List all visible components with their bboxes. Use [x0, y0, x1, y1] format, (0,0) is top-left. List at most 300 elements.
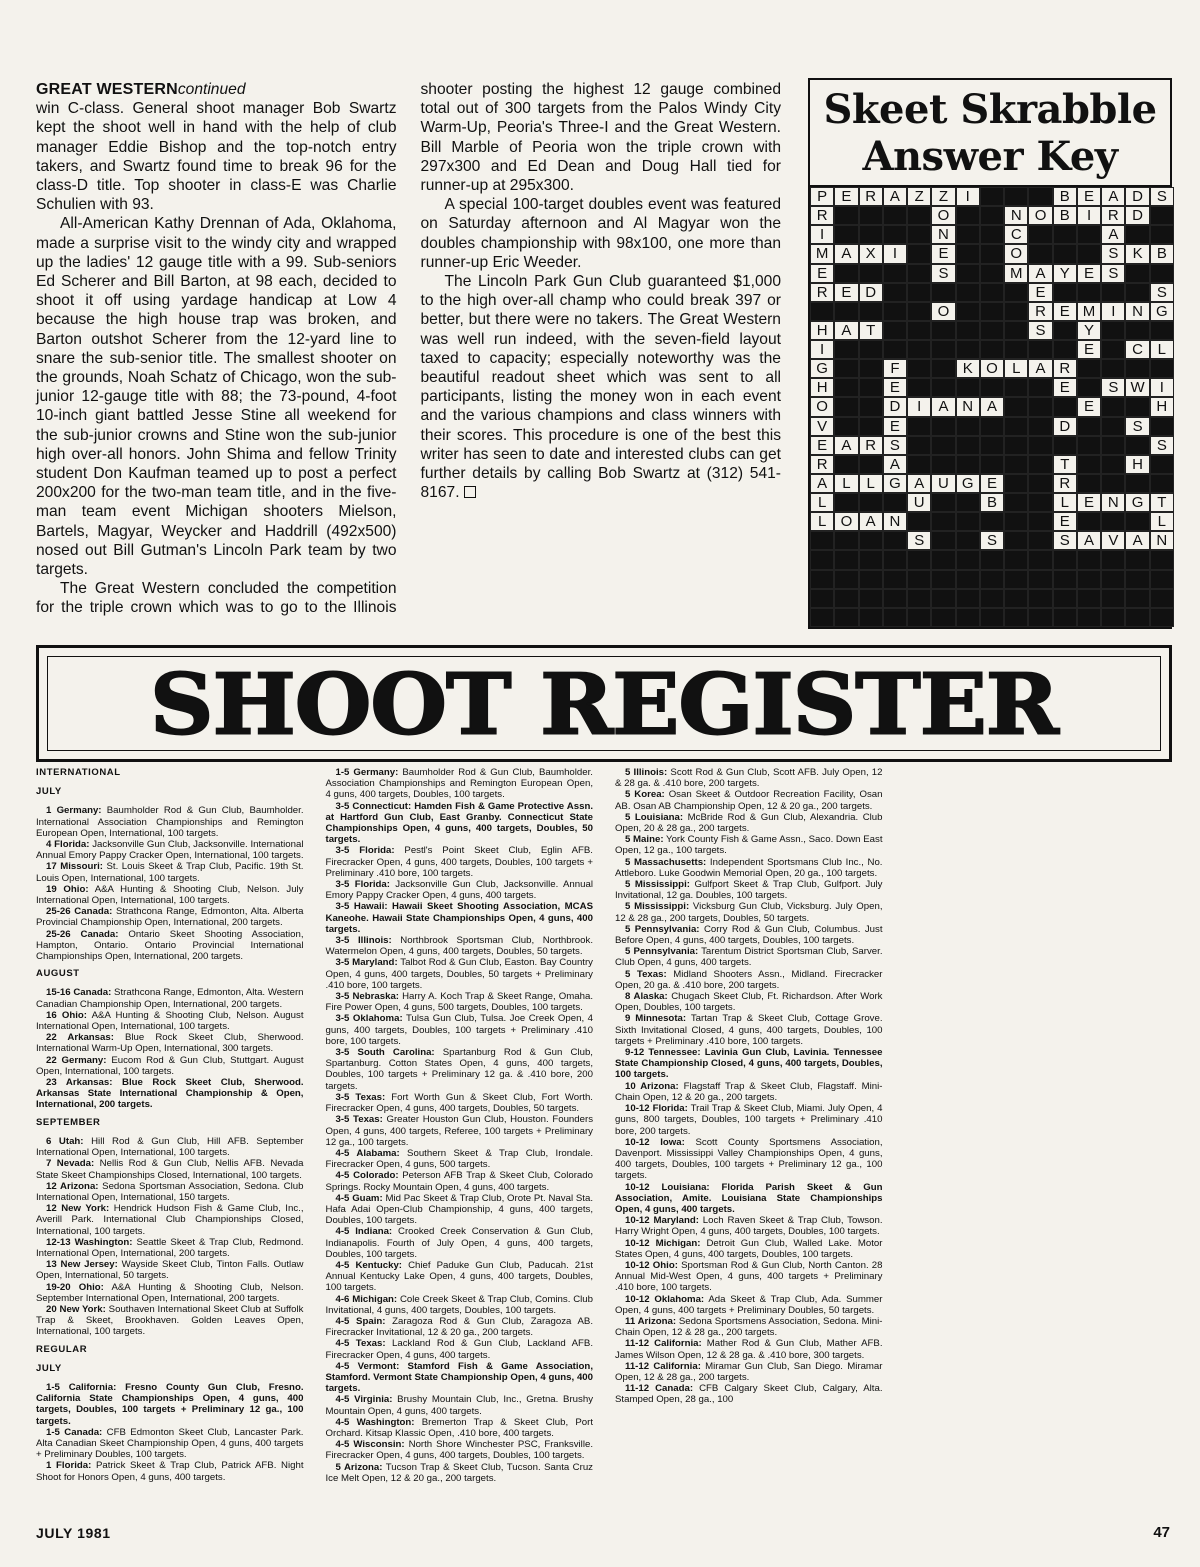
event-details: Strathcona Range, Edmonton, Alta. Alberta Provincial Championship Open, International, 200 targets.: [36, 906, 304, 929]
grid-black-square: [980, 244, 1004, 263]
event-date-location: 11 Arizona:: [625, 1315, 677, 1327]
grid-letter: E: [1077, 187, 1101, 206]
grid-black-square: [1004, 512, 1028, 531]
grid-letter: A: [859, 512, 883, 531]
event-date-location: 4-6 Michigan:: [335, 1293, 398, 1305]
grid-letter: V: [810, 417, 834, 436]
grid-letter: R: [810, 283, 834, 302]
event-details: Sedona Sportsmens Association, Sedona. Mini-Chain Open, 12 & 28 ga., 200 targets.: [615, 1315, 883, 1339]
grid-letter: E: [834, 283, 858, 302]
grid-black-square: [883, 340, 907, 359]
event-date-location: 5 Massachusetts:: [625, 856, 707, 868]
event-date-location: 4-5 Wisconsin:: [335, 1439, 405, 1451]
grid-black-square: [1028, 187, 1052, 206]
grid-black-square: [883, 608, 907, 627]
grid-letter: S: [1101, 264, 1125, 283]
grid-letter: A: [834, 436, 858, 455]
grid-letter: B: [980, 493, 1004, 512]
register-event: [615, 1081, 883, 1103]
event-date-location: 10-12 Maryland:: [625, 1215, 699, 1227]
grid-black-square: [1053, 589, 1077, 608]
event-details: Southaven International Skeet Club at Suffolk Trap & Skeet, Brookhaven. Golden Leaves Open, International, 100 targets.: [36, 1303, 304, 1338]
grid-letter: S: [883, 436, 907, 455]
grid-black-square: [956, 283, 980, 302]
register-event: [36, 1077, 304, 1111]
event-date-location: 5 Mississippi:: [625, 901, 690, 913]
register-event: [615, 1260, 883, 1294]
grid-letter: S: [1101, 244, 1125, 263]
grid-black-square: [1101, 397, 1125, 416]
grid-black-square: [907, 225, 931, 244]
grid-letter: T: [1053, 455, 1077, 474]
event-details: McBride Rod & Gun Club, Alexandria. Club Open, 20 & 28 ga., 200 targets.: [615, 811, 883, 835]
register-event: [615, 1361, 883, 1383]
grid-black-square: [1101, 608, 1125, 627]
register-event: [615, 1137, 883, 1182]
article-paragraph: All-American Kathy Drennan of Ada, Oklahoma, made a surprise visit to the windy city and wrapped up the ladies' 12 gauge title with a 99. Sub-seniors Ed Scherer and Bill Barton, at 98 each, decided to shoot it off using yardage handicap at Low 4 because the high house trap was broken, and Barton outshot Scherer from the 12-yard line to snare the sub-senior title. The smallest shooter on the grounds, Noah Schatz of Chicago, won the sub-junior 12-gauge title with 88; the 73-pound, 4-foot 10-inch giant battled Jesse Stine all weekend for the sub-junior crowns and Stine won the sub-junior high over-all honors. John Shima and fellow Trinity student Don Kaufman teamed up to post a perfect 200x200 for the two-man team title, and in the five-man team event Michigan shooters Mielson, Bartels, Magyar, Weycker and Haddrill (492x500) nosed out Bill Gutman's Lincoln Park team by two targets.: [36, 215, 397, 579]
event-details: Zaragoza Rod & Gun Club, Zaragoza AB. Firecracker Invitational, 12 & 20 ga., 200 targets.: [325, 1315, 593, 1339]
register-event: [36, 1259, 304, 1281]
register-event: [615, 834, 883, 856]
grid-black-square: [1004, 531, 1028, 550]
grid-black-square: [1077, 589, 1101, 608]
event-details: Northbrook Sportsman Club, Northbrook. Watermelon Open, 4 guns, 400 targets, Doubles, 50 targets.: [325, 935, 593, 958]
grid-black-square: [1125, 550, 1149, 569]
grid-black-square: [1150, 474, 1174, 493]
event-details: CFB Calgary Skeet Club, Calgary, Alta. Stamped Open, 28 ga., 100: [615, 1383, 883, 1406]
grid-black-square: [1004, 340, 1028, 359]
event-date-location: 5 Pennsylvania:: [625, 923, 700, 935]
register-month-heading: JULY: [36, 786, 62, 798]
grid-letter: L: [810, 512, 834, 531]
register-event: [36, 1158, 304, 1180]
event-date-location: 3-5 Hawaii:: [335, 901, 388, 913]
event-details: Loch Raven Skeet & Trap Club, Towson. Harry Wright Open, 4 guns, 400 targets, Doubles, 100 targets.: [615, 1215, 883, 1238]
grid-black-square: [1004, 493, 1028, 512]
grid-black-square: [1077, 455, 1101, 474]
event-date-location: 17 Missouri:: [46, 861, 103, 873]
grid-black-square: [956, 302, 980, 321]
grid-letter: H: [810, 321, 834, 340]
grid-letter: T: [859, 321, 883, 340]
grid-letter: H: [1125, 455, 1149, 474]
grid-black-square: [931, 340, 955, 359]
register-event: [36, 1237, 304, 1259]
register-event: [326, 1394, 594, 1416]
event-date-location: 25-26 Canada:: [46, 906, 113, 918]
grid-black-square: [980, 608, 1004, 627]
grid-black-square: [907, 608, 931, 627]
register-event: [326, 767, 594, 801]
grid-black-square: [1004, 608, 1028, 627]
grid-black-square: [834, 264, 858, 283]
register-event: [615, 1383, 883, 1405]
event-details: Ada Skeet & Trap Club, Ada. Summer Open, 4 guns, 400 targets + Preliminary Doubles, 50 targets.: [615, 1293, 883, 1316]
grid-letter: N: [956, 397, 980, 416]
grid-black-square: [907, 244, 931, 263]
grid-letter: N: [1125, 302, 1149, 321]
event-date-location: 10 Arizona:: [625, 1080, 679, 1092]
grid-black-square: [980, 283, 1004, 302]
register-event: [36, 1460, 304, 1482]
event-details: Florida Parish Skeet & Gun Association, Amite. Louisiana State Championships Open, 4 guns, 400 targets.: [615, 1181, 883, 1215]
grid-black-square: [956, 493, 980, 512]
event-details: CFB Edmonton Skeet Club, Lancaster Park. Alta Canadian Skeet Championship Open, 4 guns, 400 targets + Preliminary Doubles, 100 targets.: [36, 1426, 304, 1461]
grid-letter: I: [810, 340, 834, 359]
grid-black-square: [1125, 359, 1149, 378]
event-details: Trail Trap & Skeet Club, Miami. July Open, 4 guns, 800 targets, Doubles, 100 targets + Preliminary .410 bore, 200 targets.: [615, 1103, 883, 1137]
grid-black-square: [834, 340, 858, 359]
grid-black-square: [859, 550, 883, 569]
event-date-location: 12 New York:: [46, 1203, 110, 1215]
grid-black-square: [980, 321, 1004, 340]
grid-letter: R: [810, 455, 834, 474]
article-heading: GREAT WESTERN: [36, 81, 178, 98]
grid-black-square: [1053, 550, 1077, 569]
event-details: Scott Rod & Gun Club, Scott AFB. July Open, 12 & 28 ga. & .410 bore, 200 targets.: [615, 767, 883, 790]
grid-letter: L: [1004, 359, 1028, 378]
grid-black-square: [1150, 225, 1174, 244]
grid-letter: E: [1053, 512, 1077, 531]
register-event: [615, 879, 883, 901]
grid-black-square: [907, 340, 931, 359]
grid-letter: O: [1004, 244, 1028, 263]
event-details: St. Louis Skeet & Trap Club, Pacific. 19th St. Louis Open, International, 100 targets.: [36, 861, 304, 884]
grid-letter: R: [810, 206, 834, 225]
register-event: [326, 1170, 594, 1192]
register-event: [326, 1316, 594, 1338]
grid-black-square: [956, 378, 980, 397]
grid-black-square: [1077, 417, 1101, 436]
grid-black-square: [1101, 550, 1125, 569]
event-details: Brushy Mountain Club, Inc., Gretna. Brushy Mountain Open, 4 guns, 400 targets.: [325, 1394, 594, 1417]
grid-letter: S: [1053, 531, 1077, 550]
event-date-location: 8 Alaska:: [625, 991, 668, 1003]
issue-date: JULY 1981: [36, 1525, 111, 1541]
register-month-heading: JULY: [36, 1362, 62, 1374]
register-event: [326, 1260, 594, 1294]
grid-black-square: [1101, 512, 1125, 531]
grid-letter: N: [1004, 206, 1028, 225]
register-event: [326, 1047, 594, 1092]
grid-black-square: [1077, 359, 1101, 378]
grid-letter: E: [1077, 340, 1101, 359]
grid-letter: B: [1053, 206, 1077, 225]
grid-black-square: [1053, 397, 1077, 416]
grid-black-square: [1028, 570, 1052, 589]
grid-black-square: [907, 589, 931, 608]
event-details: Jacksonville Gun Club, Jacksonville. Annual Emory Pappy Cracker Open, 4 guns, 400 targets.: [325, 879, 593, 902]
grid-letter: S: [931, 264, 955, 283]
event-details: Mather Rod & Gun Club, Mather AFB. James Wilson Open, 12 & 28 ga. & .410 bore, 300 targets.: [615, 1338, 883, 1361]
event-date-location: 11-12 California:: [625, 1338, 702, 1350]
event-details: Hendrick Hudson Fish & Game Club, Inc., Averill Park. International Club Championships Closed, International, 100 targets.: [36, 1203, 304, 1237]
grid-black-square: [907, 264, 931, 283]
event-date-location: 12 Arizona:: [46, 1180, 99, 1192]
grid-black-square: [859, 264, 883, 283]
grid-black-square: [931, 283, 955, 302]
grid-letter: X: [859, 244, 883, 263]
shoot-register-title: SHOOT REGISTER: [150, 654, 1058, 754]
grid-black-square: [1125, 570, 1149, 589]
event-date-location: 19-20 Ohio:: [46, 1281, 104, 1293]
grid-black-square: [1125, 436, 1149, 455]
grid-black-square: [1028, 531, 1052, 550]
grid-letter: S: [980, 531, 1004, 550]
register-event: [326, 1193, 594, 1227]
grid-black-square: [980, 455, 1004, 474]
register-event: [615, 924, 883, 946]
grid-letter: O: [834, 512, 858, 531]
grid-black-square: [1125, 474, 1149, 493]
grid-letter: N: [883, 512, 907, 531]
grid-letter: R: [1053, 359, 1077, 378]
event-date-location: 4-5 Indiana:: [335, 1226, 393, 1238]
event-date-location: 10-12 Oklahoma:: [625, 1293, 705, 1305]
grid-letter: D: [1053, 417, 1077, 436]
grid-letter: A: [810, 474, 834, 493]
event-details: Cole Creek Skeet & Trap Club, Comins. Club Invitational, 4 guns, 400 targets, Doubles, 100 targets.: [325, 1293, 593, 1316]
grid-black-square: [1028, 550, 1052, 569]
grid-black-square: [834, 302, 858, 321]
event-details: Crooked Creek Conservation & Gun Club, Indianapolis. Fourth of July Open, 4 guns, 400 targets, Doubles, 100 targets.: [325, 1226, 593, 1260]
grid-black-square: [931, 608, 955, 627]
event-date-location: 3-5 Maryland:: [335, 957, 398, 969]
grid-black-square: [883, 302, 907, 321]
grid-black-square: [980, 340, 1004, 359]
event-details: Lavinia Gun Club, Lavinia. Tennessee State Championship Closed, 4 guns, 400 targets, Doubles, 100 targets.: [615, 1047, 883, 1081]
event-details: Peterson AFB Trap & Skeet Club, Colorado Springs. Rocky Mountain Open, 4 guns, 400 targets.: [325, 1170, 593, 1193]
register-event: [36, 929, 304, 963]
grid-black-square: [1053, 244, 1077, 263]
grid-black-square: [1004, 417, 1028, 436]
register-event: [36, 1382, 304, 1427]
grid-letter: I: [810, 225, 834, 244]
grid-black-square: [1053, 570, 1077, 589]
grid-black-square: [931, 570, 955, 589]
event-details: Midland Shooters Assn., Midland. Firecracker Open, 20 ga. & .410 bore, 200 targets.: [615, 968, 883, 991]
register-event: [326, 1148, 594, 1170]
grid-black-square: [810, 302, 834, 321]
grid-letter: O: [1028, 206, 1052, 225]
event-date-location: 9-12 Tennessee:: [625, 1047, 701, 1059]
grid-black-square: [1125, 264, 1149, 283]
grid-black-square: [907, 570, 931, 589]
grid-black-square: [956, 225, 980, 244]
grid-black-square: [980, 264, 1004, 283]
register-section-heading: SEPTEMBER: [36, 1116, 101, 1128]
event-date-location: 16 Ohio:: [46, 1009, 87, 1021]
grid-letter: O: [931, 302, 955, 321]
grid-black-square: [883, 570, 907, 589]
register-event: [326, 901, 594, 935]
register-event: [615, 1013, 883, 1047]
grid-black-square: [1077, 550, 1101, 569]
grid-black-square: [1150, 608, 1174, 627]
grid-black-square: [980, 417, 1004, 436]
grid-letter: A: [883, 187, 907, 206]
register-event: [36, 1203, 304, 1237]
grid-black-square: [956, 340, 980, 359]
grid-black-square: [883, 283, 907, 302]
grid-letter: G: [810, 359, 834, 378]
event-date-location: 5 Louisiana:: [625, 811, 684, 823]
grid-black-square: [1150, 417, 1174, 436]
event-date-location: 1-5 Canada:: [46, 1426, 103, 1438]
grid-black-square: [1004, 570, 1028, 589]
grid-black-square: [883, 589, 907, 608]
grid-black-square: [883, 493, 907, 512]
grid-letter: T: [1150, 493, 1174, 512]
grid-black-square: [1028, 512, 1052, 531]
event-date-location: 9 Minnesota:: [625, 1013, 687, 1025]
event-date-location: 25-26 Canada:: [46, 928, 119, 940]
grid-letter: K: [1125, 244, 1149, 263]
grid-black-square: [931, 378, 955, 397]
register-event: [615, 1294, 883, 1316]
grid-black-square: [1150, 570, 1174, 589]
grid-black-square: [956, 589, 980, 608]
event-details: Wayside Skeet Club, Tinton Falls. Outlaw Open, International, 50 targets.: [36, 1259, 304, 1282]
grid-black-square: [834, 397, 858, 416]
grid-black-square: [859, 570, 883, 589]
grid-letter: L: [834, 474, 858, 493]
grid-letter: Y: [1077, 321, 1101, 340]
register-event: [36, 1055, 304, 1077]
grid-black-square: [1077, 474, 1101, 493]
event-details: Nellis Rod & Gun Club, Nellis AFB. Nevada State Skeet Championships Closed, International, 100 targets.: [36, 1158, 304, 1181]
grid-black-square: [956, 264, 980, 283]
event-details: Seattle Skeet & Trap Club, Redmond. International Open, International, 200 targets.: [36, 1236, 304, 1259]
event-date-location: 11-12 California:: [625, 1360, 701, 1372]
grid-letter: C: [1125, 340, 1149, 359]
grid-letter: R: [1028, 302, 1052, 321]
grid-black-square: [859, 493, 883, 512]
event-details: Ontario Skeet Shooting Association, Hampton, Ontario. Ontario Provincial International Championships Open, International, 200 targets.: [36, 928, 304, 963]
skrabble-title-line1: Skeet Skrabble: [823, 86, 1157, 133]
grid-black-square: [1004, 321, 1028, 340]
grid-black-square: [1004, 283, 1028, 302]
event-details: Fresno County Gun Club, Fresno. California State Championships Open, 4 guns, 400 targets, Doubles, 100 targets + Preliminary 12 ga., 100 targets.: [36, 1381, 304, 1427]
grid-letter: B: [1150, 244, 1174, 263]
grid-black-square: [931, 321, 955, 340]
grid-black-square: [1053, 225, 1077, 244]
event-date-location: 3-5 Florida:: [335, 879, 390, 891]
event-date-location: 10-12 Iowa:: [625, 1136, 685, 1148]
event-date-location: 3-5 Florida:: [335, 845, 395, 857]
event-date-location: 3-5 Oklahoma:: [335, 1013, 403, 1025]
grid-black-square: [1077, 244, 1101, 263]
event-date-location: 5 Illinois:: [625, 767, 668, 778]
grid-black-square: [883, 531, 907, 550]
grid-black-square: [1101, 455, 1125, 474]
grid-letter: E: [810, 436, 834, 455]
event-date-location: 4 Florida:: [46, 839, 90, 851]
event-details: Sedona Sportsman Association, Sedona. Club International Open, International, 150 targets.: [36, 1180, 304, 1203]
grid-black-square: [980, 225, 1004, 244]
grid-black-square: [1004, 455, 1028, 474]
grid-black-square: [883, 264, 907, 283]
grid-letter: O: [931, 206, 955, 225]
grid-black-square: [931, 589, 955, 608]
grid-letter: D: [1125, 187, 1149, 206]
event-details: York County Fish & Game Assn., Saco. Down East Open, 12 ga., 100 targets.: [615, 834, 883, 857]
grid-black-square: [980, 302, 1004, 321]
register-event: [615, 1182, 883, 1216]
page-number: 47: [1153, 1524, 1170, 1541]
event-date-location: 19 Ohio:: [46, 883, 89, 895]
grid-black-square: [859, 359, 883, 378]
grid-black-square: [1053, 436, 1077, 455]
event-details: Tulsa Gun Club, Tulsa. Joe Creek Open, 4 guns, 400 targets, Doubles, 100 targets + Preliminary .410 bore, 100 targets.: [325, 1013, 593, 1047]
event-details: Spartanburg Rod & Gun Club, Spartanburg. Cotton States Open, 4 guns, 400 targets, Doubles, 100 targets + Preliminary 12 ga. & .410 bore, 200 targets.: [325, 1047, 593, 1092]
grid-black-square: [980, 570, 1004, 589]
grid-black-square: [956, 244, 980, 263]
register-event: [326, 1294, 594, 1316]
grid-black-square: [1101, 436, 1125, 455]
shoot-register-listings: [36, 767, 1172, 1492]
event-details: Chief Paduke Gun Club, Paducah. 21st Annual Kentucky Lake Open, 4 guns, 400 targets, Doubles, 100 targets.: [325, 1259, 594, 1294]
grid-letter: N: [931, 225, 955, 244]
grid-black-square: [883, 321, 907, 340]
grid-letter: A: [1077, 531, 1101, 550]
event-date-location: 23 Arkansas:: [46, 1077, 113, 1089]
grid-letter: E: [1053, 302, 1077, 321]
grid-black-square: [834, 608, 858, 627]
grid-black-square: [980, 206, 1004, 225]
grid-black-square: [1125, 397, 1149, 416]
grid-letter: E: [1053, 378, 1077, 397]
grid-black-square: [1125, 608, 1149, 627]
event-details: Eucom Rod & Gun Club, Stuttgart. August Open, International, 100 targets.: [36, 1054, 304, 1077]
grid-black-square: [1101, 340, 1125, 359]
grid-letter: R: [1053, 474, 1077, 493]
event-date-location: 5 Texas:: [625, 968, 667, 980]
event-details: Baumholder Rod & Gun Club, Baumholder. International Association Championships and Remington European Open, International, 100 targets.: [36, 805, 304, 839]
grid-letter: K: [956, 359, 980, 378]
register-event: [615, 767, 883, 789]
grid-black-square: [1125, 225, 1149, 244]
grid-letter: I: [1077, 206, 1101, 225]
event-details: Lackland Rod & Gun Club, Lackland AFB. Firecracker Open, 4 guns, 400 targets.: [325, 1338, 593, 1361]
grid-black-square: [1004, 550, 1028, 569]
register-event: [36, 1427, 304, 1461]
grid-black-square: [1053, 608, 1077, 627]
grid-letter: E: [1077, 264, 1101, 283]
register-event: [615, 789, 883, 811]
event-details: Hawaii Skeet Shooting Association, MCAS Kaneohe. Hawaii State Championships Open, 4 guns, 400 targets.: [325, 901, 593, 935]
event-date-location: 4-5 Texas:: [335, 1338, 386, 1350]
grid-black-square: [931, 359, 955, 378]
grid-black-square: [810, 550, 834, 569]
event-date-location: 4-5 Guam:: [335, 1192, 383, 1204]
register-event: [615, 857, 883, 879]
event-date-location: 3-5 Connecticut:: [335, 800, 412, 812]
grid-letter: E: [883, 417, 907, 436]
event-details: Gulfport Skeet & Trap Club, Gulfport. July Invitational, 12 ga. Doubles, 100 targets.: [615, 879, 883, 902]
grid-black-square: [980, 436, 1004, 455]
event-date-location: 6 Utah:: [46, 1135, 84, 1147]
grid-black-square: [1053, 340, 1077, 359]
event-details: Tarentum District Sportsman Club, Sarver. Club Open, 4 guns, 400 targets.: [615, 946, 883, 969]
event-date-location: 10-12 Ohio:: [625, 1259, 678, 1271]
grid-letter: E: [1077, 397, 1101, 416]
grid-black-square: [1028, 493, 1052, 512]
register-event: [326, 935, 594, 957]
register-event: [615, 946, 883, 968]
grid-black-square: [931, 550, 955, 569]
event-date-location: 4-5 Colorado:: [335, 1170, 399, 1182]
